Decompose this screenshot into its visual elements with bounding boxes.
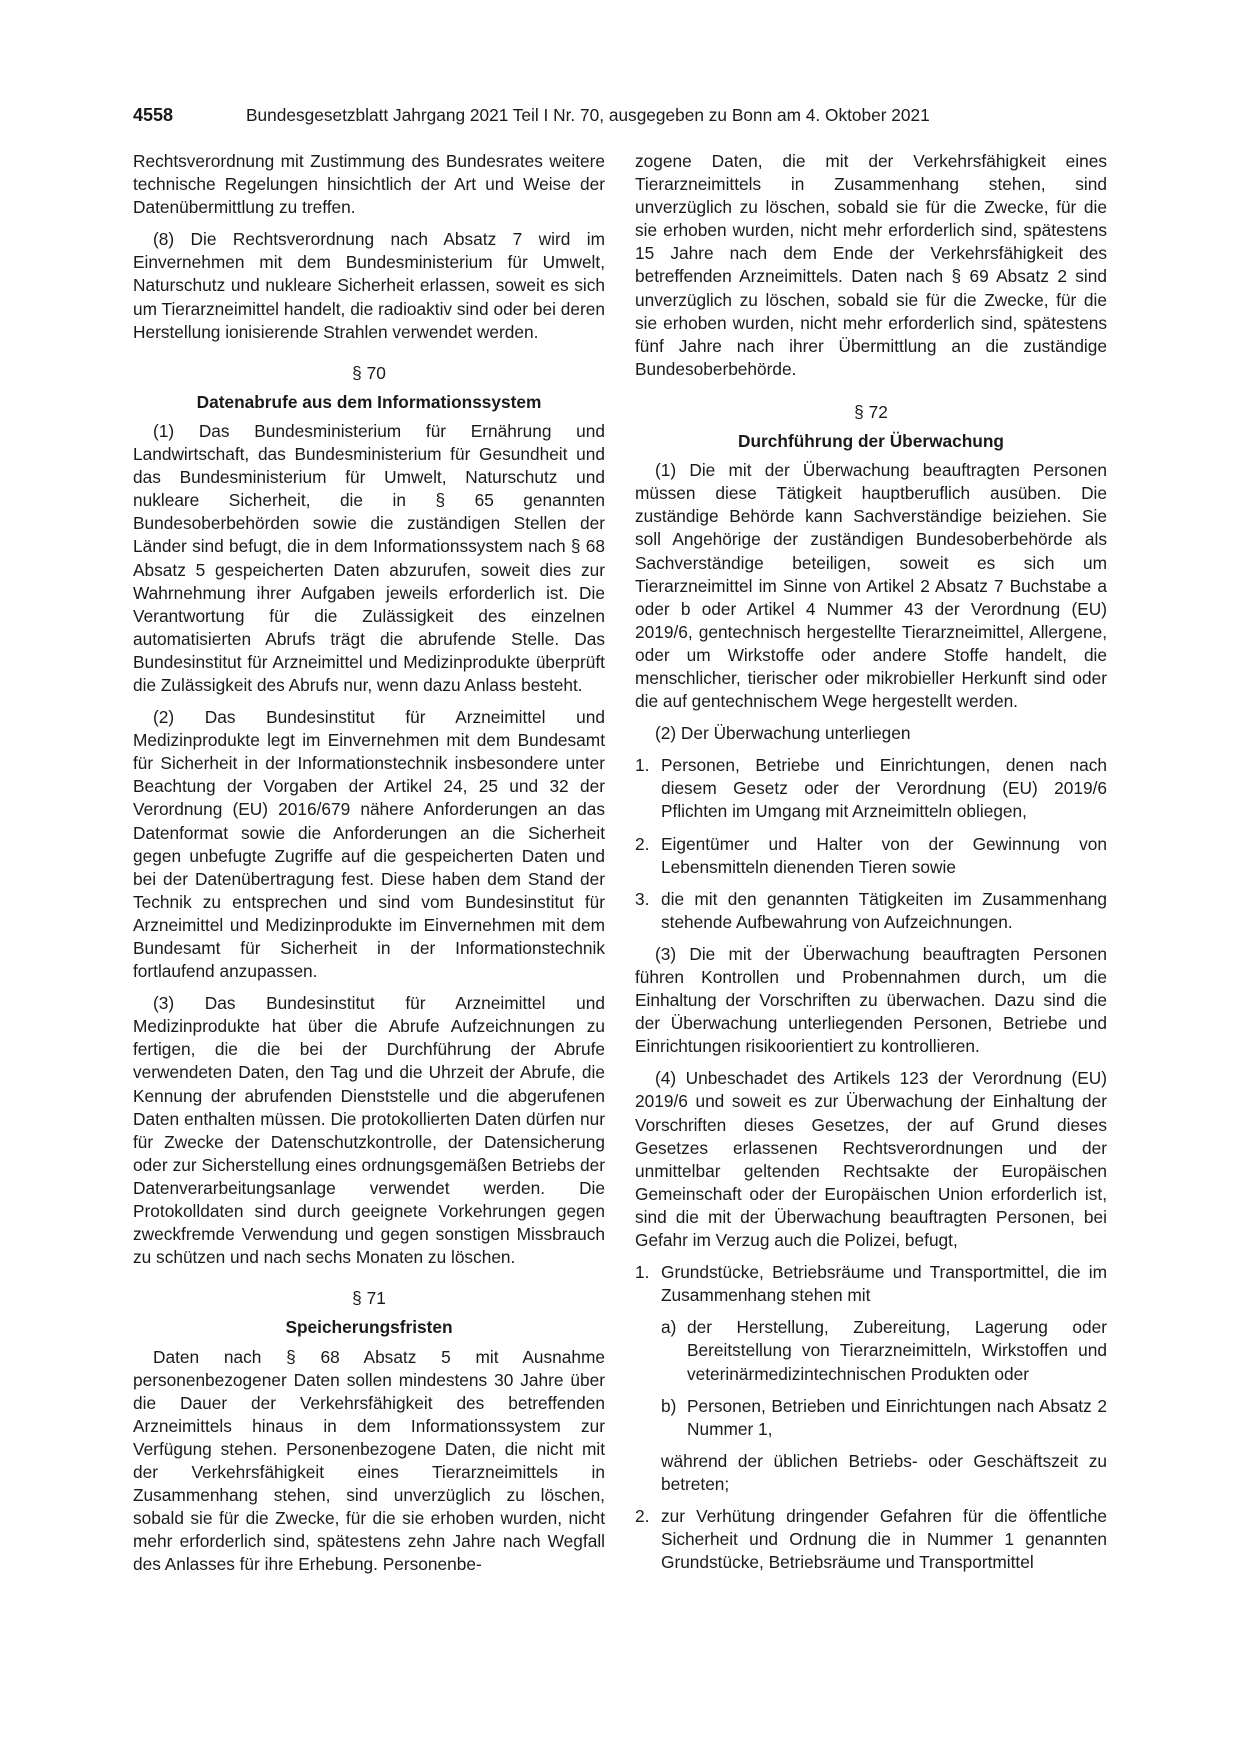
section-70-paragraph-3: (3) Das Bundesinstitut für Arzneimittel und Medizinprodukte hat über die Abrufe Aufzeichnungen zu fertigen, die die bei der Durchführung der Abrufe verwendeten Daten, den Tag und die Uhrzeit der Abrufe, die Kennung der abrufenden Dienststelle und die abgerufenen Daten enthalten müssen. Die protokollierten Daten dürfen nur für Zwecke der Datenschutzkontrolle, der Datensicherung oder zur Sicherstellung eines ordnungsgemäßen Betriebs der Datenverarbeitungsanlage verwendet werden. Die Protokolldaten sind durch geeignete Vorkehrungen gegen zweckfremde Verwendung und gegen sonstigen Missbrauch zu schützen und nach sechs Monaten zu löschen. — [133, 993, 605, 1268]
list-item — [635, 754, 1107, 823]
list-item-text: die mit den genannten Tätigkeiten im Zusammenhang stehende Aufbewahrung von Aufzeichnungen. — [661, 888, 1107, 932]
paragraph-continued: Rechtsverordnung mit Zustimmung des Bundesrates weitere technische Regelungen hinsichtlich der Art und Weise der Datenübermittlung zu treffen. — [133, 151, 605, 218]
section-70-paragraph-2: (2) Das Bundesinstitut für Arzneimittel und Medizinprodukte legt im Einvernehmen mit dem Bundesamt für Sicherheit in der Informationstechnik insbesondere unter Beachtung der Vorgaben der Artikel 24, 25 und 32 der Verordnung (EU) 2016/679 nähere Anforderungen an das Datenformat sowie die Anforderungen an die Sicherheit gegen unbefugte Zugriffe auf die gespeicherten Daten und bei der Datenübertragung fest. Diese haben dem Stand der Technik zu entsprechen und sind vom Bundesinstitut für Arzneimittel und Medizinprodukte im Einvernehmen mit dem Bundesamt für Sicherheit in der Informationstechnik fortlaufend anzupassen. — [133, 707, 605, 982]
list-item — [635, 888, 1107, 934]
list-item-text: Eigentümer und Halter von der Gewinnung von Lebensmitteln dienenden Tieren sowie — [661, 833, 1107, 877]
gazette-title: Bundesgesetzblatt Jahrgang 2021 Teil I Nr. 70, ausgegeben zu Bonn am 4. Oktober 2021 — [246, 105, 930, 125]
sub-list-item — [635, 1395, 1107, 1441]
section-72-paragraph-4: (4) Unbeschadet des Artikels 123 der Verordnung (EU) 2019/6 und soweit es zur Überwachung der Einhaltung der Vorschriften dieses Gesetzes, der auf Grund dieses Gesetzes erlassenen Rechtsverordnungen und der unmittelbar geltenden Rechtsakte der Europäischen Gemeinschaft oder der Europäischen Union erforderlich ist, sind die mit der Überwachung beauftragten Personen, bei Gefahr im Verzug auch die Polizei, befugt, — [635, 1068, 1107, 1251]
sub-list-item-letter: b) — [661, 1395, 677, 1416]
section-72-paragraph-3: (3) Die mit der Überwachung beauftragten Personen führen Kontrollen und Probennahmen durch, um die Einhaltung der Vorschriften zu überwachen. Dazu sind die der Überwachung unterliegenden Personen, Betriebe und Einrichtungen risikoorientiert zu kontrollieren. — [635, 943, 1107, 1057]
section-71-number: § 71 — [352, 1288, 386, 1309]
list-item-text: Personen, Betriebe und Einrichtungen, denen nach diesem Gesetz oder der Verordnung (EU) 2019/6 Pflichten im Umgang mit Arzneimitteln obliegen, — [661, 755, 1107, 822]
section-70-title: Datenabrufe aus dem Informationssystem — [196, 391, 542, 412]
section-72-number: § 72 — [854, 401, 888, 422]
sub-list-item-text: der Herstellung, Zubereitung, Lagerung oder Bereitstellung von Tierarzneimitteln, Wirkstoffen und veterinärmedizintechnischen Produkten oder — [687, 1317, 1107, 1384]
section-72-paragraph-1: (1) Die mit der Überwachung beauftragten Personen müssen diese Tätigkeit hauptberuflich ausüben. Die zuständige Behörde kann Sachverständige beiziehen. Sie soll Angehörige der zuständigen Bundesoberbehörde als Sachverständige beteiligen, soweit es sich um Tierarzneimittel im Sinne von Artikel 2 Absatz 7 Buchstabe a oder b oder Artikel 4 Nummer 43 der Verordnung (EU) 2019/6, gentechnisch hergestellte Tierarzneimittel, Allergene, oder um Wirkstoffe oder andere Stoffe handelt, die menschlicher, tierischer oder mikrobieller Herkunft sind oder die auf gentechnischem Wege hergestellt werden. — [635, 460, 1107, 712]
list-item-number: 2. — [635, 1505, 650, 1526]
section-72-paragraph-2: (2) Der Überwachung unterliegen — [655, 723, 911, 744]
right-column — [635, 150, 1107, 1583]
section-71-title: Speicherungsfristen — [285, 1317, 453, 1338]
list-item-number: 3. — [635, 888, 650, 909]
section-70-paragraph-1: (1) Das Bundesministerium für Ernährung und Landwirtschaft, das Bundesministerium für Gesundheit und das Bundesministerium für Umwelt, Naturschutz und nukleare Sicherheit, die in § 65 genannten Bundesoberbehörden sowie die zuständigen Stellen der Länder sind befugt, die in dem Informationssystem nach § 68 Absatz 5 gespeicherten Daten abzurufen, soweit dies zur Wahrnehmung ihrer Aufgaben jeweils erforderlich ist. Die Verantwortung für die Zulässigkeit des einzelnen automatisierten Abrufs trägt die abrufende Stelle. Das Bundesinstitut für Arzneimittel und Medizinprodukte überprüft die Zulässigkeit des Abrufs nur, wenn dazu Anlass besteht. — [133, 420, 605, 695]
section-71-paragraph-1: Daten nach § 68 Absatz 5 mit Ausnahme personenbezogener Daten sollen mindestens 30 Jahre über die Dauer der Verkehrsfähigkeit des betreffenden Arzneimittels hinaus in dem Informationssystem zur Verfügung stehen. Personenbezogene Daten, die nicht mit der Verkehrsfähigkeit eines Tierarzneimittels in Zusammenhang stehen, sind unverzüglich zu löschen, sobald sie für die Zwecke, für die sie erhoben wurden, nicht mehr erforderlich sind, spätestens zehn Jahre nach Wegfall des Anlasses für ihre Erhebung. Personenbe- — [133, 1346, 605, 1575]
sub-list-item-text: Personen, Betrieben und Einrichtungen nach Absatz 2 Nummer 1, — [687, 1395, 1107, 1439]
page-number: 4558 — [133, 105, 174, 125]
page-header — [133, 101, 1107, 129]
list-item-continuation: während der üblichen Betriebs- oder Geschäftszeit zu betreten; — [661, 1450, 1107, 1494]
sub-list-item — [635, 1316, 1107, 1385]
list-item — [635, 1505, 1107, 1574]
list-item-number: 2. — [635, 833, 650, 854]
list-item — [635, 1261, 1107, 1307]
list-item-text: Grundstücke, Betriebsräume und Transportmittel, die im Zusammenhang stehen mit — [661, 1262, 1107, 1306]
list-item-number: 1. — [635, 1262, 650, 1283]
list-item-text: zur Verhütung dringender Gefahren für die öffentliche Sicherheit und Ordnung die in Nummer 1 genannten Grundstücke, Betriebsräume und Transportmittel — [661, 1505, 1107, 1573]
paragraph-8: (8) Die Rechtsverordnung nach Absatz 7 wird im Einvernehmen mit dem Bundesministerium für Umwelt, Naturschutz und nukleare Sicherheit erlassen, soweit es sich um Tierarzneimittel handelt, die radioaktiv sind oder bei deren Herstellung ionisierende Strahlen verwendet werden. — [133, 229, 605, 342]
section-70-number: § 70 — [352, 362, 386, 383]
section-71-continued: zogene Daten, die mit der Verkehrsfähigkeit eines Tierarzneimittels in Zusammenhang stehen, sind unverzüglich zu löschen, sobald sie für die Zwecke, für die sie erhoben wurden, nicht mehr erforderlich sind, spätestens 15 Jahre nach dem Ende der Verkehrsfähigkeit des betreffenden Arzneimittels. Daten nach § 69 Absatz 2 sind unverzüglich zu löschen, sobald sie für die Zwecke, für die sie erhoben wurden, nicht mehr erforderlich sind, spätestens fünf Jahre nach ihrer Übermittlung an die zuständige Bundesoberbehörde. — [635, 151, 1107, 379]
left-column — [133, 150, 605, 1585]
section-72-title: Durchführung der Überwachung — [738, 431, 1004, 452]
list-item — [635, 833, 1107, 879]
sub-list-item-letter: a) — [661, 1317, 677, 1338]
list-item-number: 1. — [635, 755, 650, 776]
